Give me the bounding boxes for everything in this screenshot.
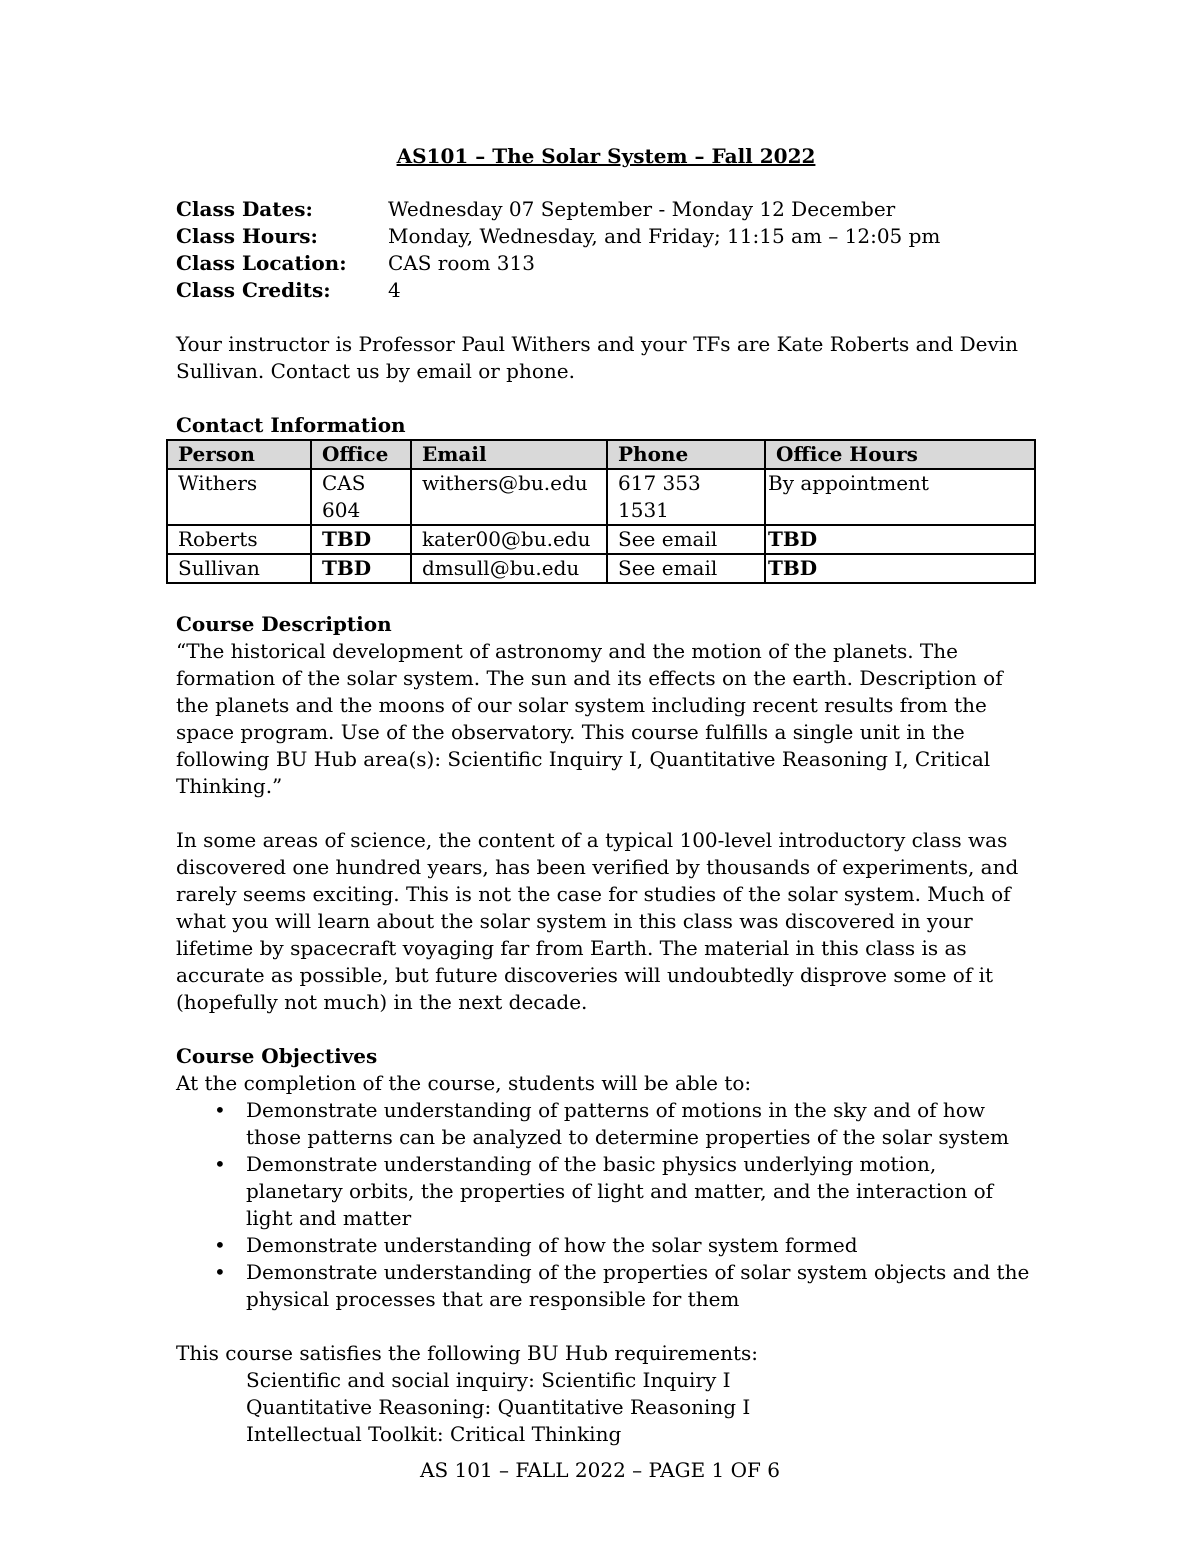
info-row-dates [176, 196, 1036, 223]
hub-item: Intellectual Toolkit: Critical Thinking [246, 1422, 622, 1446]
table-cell: See email [607, 554, 765, 583]
table-row [167, 554, 1035, 583]
info-value: Monday, Wednesday, and Friday; 11:15 am – 12:05 pm [388, 224, 941, 248]
table-header-row [167, 440, 1035, 469]
column-header: Person [167, 440, 311, 469]
objectives-list [176, 1097, 1036, 1313]
hub-item: Scientific and social inquiry: Scientific Inquiry I [246, 1368, 731, 1392]
class-info [176, 196, 1036, 304]
column-header: Email [411, 440, 607, 469]
table-cell: TBD [311, 554, 411, 583]
contact-heading: Contact Information [176, 413, 406, 437]
table-cell: TBD [765, 525, 1035, 554]
contact-table [166, 439, 1036, 584]
objectives-lead: At the completion of the course, students will be able to: [176, 1071, 752, 1095]
table-cell: kater00@bu.edu [411, 525, 607, 554]
objectives-heading: Course Objectives [176, 1044, 378, 1068]
info-label: Class Location: [176, 251, 347, 275]
hub-list [176, 1367, 1036, 1448]
info-value: 4 [388, 278, 401, 302]
table-cell: See email [607, 525, 765, 554]
instructor-intro: Your instructor is Professor Paul Withers and your TFs are Kate Roberts and Devin Sullivan. Contact us by email or phone. [176, 332, 1019, 383]
table-cell: 617 353 1531 [607, 469, 765, 525]
list-item: • Demonstrate understanding of the properties of solar system objects and the physical processes that are responsible for them [246, 1259, 1036, 1313]
table-cell: Roberts [167, 525, 311, 554]
info-label: Class Dates: [176, 197, 313, 221]
column-header: Office Hours [765, 440, 1035, 469]
info-row-hours [176, 223, 1036, 250]
info-value: CAS room 313 [388, 251, 535, 275]
description-paragraph: In some areas of science, the content of a typical 100-level introductory class was discovered one hundred years, has been verified by thousands of experiments, and rarely seems exciting. This is not the case for studies of the solar system. Much of what you will learn about the solar system in this class was discovered in your lifetime by spacecraft voyaging far from Earth. The material in this class is as accurate as possible, but future discoveries will undoubtedly disprove some of it (hopefully not much) in the next decade. [176, 828, 1019, 1014]
table-cell: Sullivan [167, 554, 311, 583]
description-heading: Course Description [176, 612, 392, 636]
hub-item: Quantitative Reasoning: Quantitative Reasoning I [246, 1395, 751, 1419]
list-item: • Demonstrate understanding of how the solar system formed [246, 1232, 1036, 1259]
table-cell: Withers [167, 469, 311, 525]
list-item: • Demonstrate understanding of the basic physics underlying motion, planetary orbits, the properties of light and matter, and the interaction of light and matter [246, 1151, 1036, 1232]
table-cell: dmsull@bu.edu [411, 554, 607, 583]
info-row-credits [176, 277, 1036, 304]
info-label: Class Hours: [176, 224, 318, 248]
column-header: Phone [607, 440, 765, 469]
office-line: CAS 604 [322, 471, 366, 522]
column-header: Office [311, 440, 411, 469]
page-footer: AS 101 – FALL 2022 – PAGE 1 OF 6 [420, 1458, 780, 1482]
table-cell: TBD [765, 554, 1035, 583]
info-row-location [176, 250, 1036, 277]
page-title: AS101 – The Solar System – Fall 2022 [396, 144, 816, 168]
hub-lead: This course satisfies the following BU Hub requirements: [176, 1341, 758, 1365]
description-quote: “The historical development of astronomy and the motion of the planets. The formation of the solar system. The sun and its effects on the earth. Description of the planets and the moons of our solar system including recent results from the space program. Use of the observatory. This course fulfills a single unit in the following BU Hub area(s): Scientific Inquiry I, Quantitative Reasoning I, Critical Thinking.” [176, 639, 1003, 798]
table-cell: withers@bu.edu [411, 469, 607, 525]
table-row [167, 525, 1035, 554]
table-row [167, 469, 1035, 525]
info-label: Class Credits: [176, 278, 331, 302]
syllabus-page [176, 138, 1036, 1448]
info-value: Wednesday 07 September - Monday 12 December [388, 197, 896, 221]
table-cell [311, 469, 411, 525]
table-cell: By appointment [765, 469, 1035, 525]
table-cell: TBD [311, 525, 411, 554]
list-item: • Demonstrate understanding of patterns of motions in the sky and of how those patterns can be analyzed to determine properties of the solar system [246, 1097, 1036, 1151]
